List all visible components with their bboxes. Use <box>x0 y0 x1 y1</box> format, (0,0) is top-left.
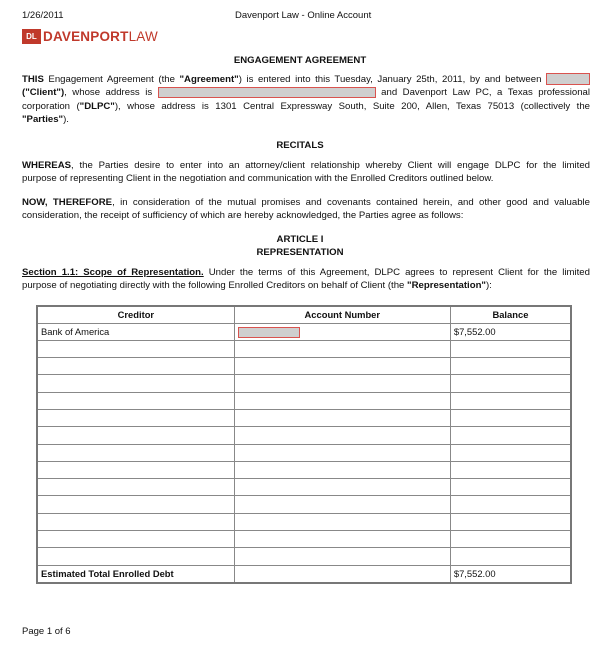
table-row <box>37 427 571 444</box>
section-label: Section 1.1: Scope of Representation. <box>22 267 204 278</box>
creditor-cell <box>37 461 234 478</box>
table-row <box>37 513 571 530</box>
table-row <box>37 375 571 392</box>
logo-text <box>43 29 158 44</box>
intro-dlpc-term: "DLPC" <box>79 100 115 112</box>
intro-l4-b: ). <box>63 114 69 126</box>
page-header-title: Davenport Law - Online Account <box>235 10 372 21</box>
creditor-cell <box>37 427 234 444</box>
creditor-cell <box>37 513 234 530</box>
account-number-cell <box>234 392 450 409</box>
account-number-cell <box>234 358 450 375</box>
page-number: Page 1 of 6 <box>22 626 71 637</box>
table-row <box>37 548 571 565</box>
balance-cell <box>450 358 571 375</box>
whereas-term: WHEREAS <box>22 160 72 171</box>
logo-text-bold: DAVENPORT <box>43 28 129 44</box>
creditor-table-header <box>37 306 571 323</box>
whereas-l1-b: , the Parties desire to enter into an attorney/client relationship whereby Client will engage DLPC for the limited <box>71 160 590 171</box>
creditor-cell <box>37 392 234 409</box>
table-row <box>37 496 571 513</box>
now-therefore-paragraph <box>22 196 590 223</box>
account-number-cell <box>234 531 450 548</box>
balance-cell <box>450 340 571 357</box>
creditor-cell <box>37 340 234 357</box>
creditor-cell <box>37 358 234 375</box>
section-1-1-paragraph <box>22 266 590 293</box>
now-therefore-term: NOW, THEREFORE <box>22 197 113 208</box>
account-number-cell <box>234 496 450 513</box>
logo-mark: DL <box>22 29 41 44</box>
section-l2-a: purpose of negotiating directly with the following Enrolled Creditors on behalf of Client (the <box>22 280 408 292</box>
creditor-cell <box>37 409 234 426</box>
balance-cell <box>450 409 571 426</box>
now-therefore-line-1 <box>22 196 590 209</box>
account-number-cell <box>234 375 450 392</box>
table-row <box>37 392 571 409</box>
balance-cell <box>450 513 571 530</box>
article-subheading: REPRESENTATION <box>256 247 344 258</box>
balance-cell <box>450 461 571 478</box>
creditor-cell <box>37 479 234 496</box>
recitals-heading: RECITALS <box>276 140 324 151</box>
table-row <box>37 409 571 426</box>
intro-parties-term: "Parties" <box>22 114 64 126</box>
table-row <box>37 323 571 340</box>
header-balance: Balance <box>450 306 571 323</box>
total-label: Estimated Total Enrolled Debt <box>37 565 234 583</box>
section-representation-term: "Representation" <box>407 280 486 292</box>
table-row <box>37 479 571 496</box>
balance-cell <box>450 531 571 548</box>
client-name-redaction <box>546 73 590 85</box>
balance-cell <box>450 427 571 444</box>
creditor-cell <box>37 444 234 461</box>
total-row <box>37 565 571 583</box>
now-therefore-line-2: consideration, the receipt of sufficiency of which are hereby acknowledged, the Parties agree as follows: <box>22 210 464 222</box>
account-number-cell <box>234 479 450 496</box>
account-number-cell <box>234 461 450 478</box>
client-address-redaction <box>158 87 376 98</box>
header-creditor: Creditor <box>37 306 234 323</box>
total-value: $7,552.00 <box>450 565 571 583</box>
intro-agreement-term: "Agreement" <box>179 74 239 85</box>
table-row <box>37 340 571 357</box>
intro-l2-c: and Davenport Law PC, a Texas professional <box>381 87 591 99</box>
account-number-cell <box>234 513 450 530</box>
creditor-cell <box>37 548 234 565</box>
table-row <box>37 531 571 548</box>
document-title: ENGAGEMENT AGREEMENT <box>233 55 367 66</box>
intro-l1-d: ) is entered into this Tuesday, January 25th, 2011, by and between <box>238 74 542 85</box>
whereas-line-1 <box>22 159 590 172</box>
intro-line-3 <box>22 100 590 113</box>
intro-line-2 <box>22 86 590 99</box>
intro-l2-b: , whose address is <box>64 87 153 99</box>
account-number-cell <box>234 340 450 357</box>
account-number-redaction <box>238 327 300 338</box>
creditor-cell <box>37 375 234 392</box>
section-line-2 <box>22 279 590 292</box>
balance-cell: $7,552.00 <box>450 323 571 340</box>
creditor-cell: Bank of America <box>37 323 234 340</box>
section-line-1 <box>22 266 590 279</box>
balance-cell <box>450 496 571 513</box>
creditor-cell <box>37 531 234 548</box>
creditor-cell <box>37 496 234 513</box>
section-l2-c: ): <box>485 280 492 292</box>
account-number-cell <box>234 409 450 426</box>
header-account-number: Account Number <box>234 306 450 323</box>
account-number-cell <box>234 444 450 461</box>
now-therefore-l1-b: , in consideration of the mutual promises and covenants contained herein, and other good and valuable <box>112 197 591 208</box>
table-row <box>37 444 571 461</box>
davenport-law-logo <box>22 28 158 44</box>
table-row <box>37 358 571 375</box>
balance-cell <box>450 392 571 409</box>
intro-l3-a: corporation ( <box>22 100 80 112</box>
whereas-paragraph <box>22 159 590 186</box>
intro-l1-b: Engagement Agreement (the <box>43 74 180 85</box>
intro-line-1 <box>22 73 590 86</box>
balance-cell <box>450 375 571 392</box>
creditor-table <box>36 305 572 584</box>
whereas-line-2: purpose of representing Client in the negotiation and communication with the Enrolled Creditors outlined below. <box>22 173 494 185</box>
balance-cell <box>450 444 571 461</box>
intro-this: THIS <box>22 74 44 85</box>
logo-text-light: LAW <box>128 28 158 44</box>
article-heading: ARTICLE I <box>276 234 324 245</box>
balance-cell <box>450 548 571 565</box>
total-account-cell <box>234 565 450 583</box>
intro-client-term: ("Client") <box>22 87 65 99</box>
balance-cell <box>450 479 571 496</box>
table-row <box>37 461 571 478</box>
section-l1-b: Under the terms of this Agreement, DLPC agrees to represent Client for the limited <box>203 267 590 278</box>
print-date: 1/26/2011 <box>22 10 64 21</box>
intro-l3-c: ), whose address is 1301 Central Expressway South, Suite 200, Allen, Texas 75013 (collectively the <box>114 100 590 112</box>
account-number-cell <box>234 427 450 444</box>
account-number-cell <box>234 548 450 565</box>
intro-line-4 <box>22 113 590 126</box>
account-number-cell <box>234 323 450 340</box>
intro-paragraph <box>22 73 590 127</box>
